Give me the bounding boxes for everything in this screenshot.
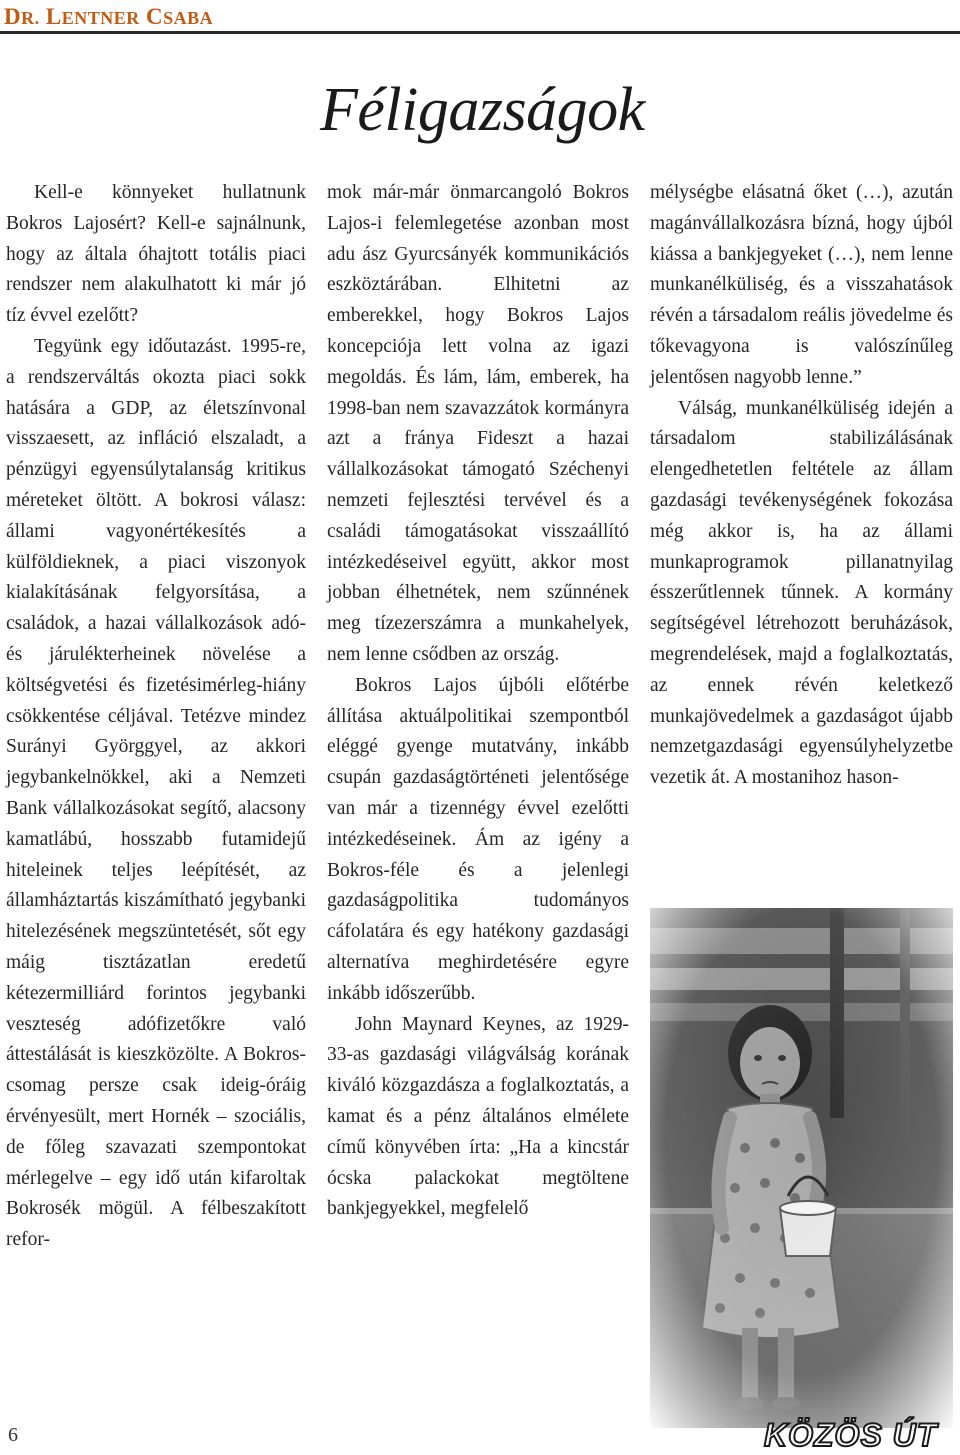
article-column-1 xyxy=(6,178,306,1256)
svg-text:KÖZÖS ÚT: KÖZÖS ÚT xyxy=(764,1417,938,1452)
article-column-3 xyxy=(650,178,953,794)
article-photo xyxy=(650,908,953,1428)
paragraph: Kell-e könnyeket hullatnunk Bokros Lajosért? Kell-e sajnálnunk, hogy az általa óhajtott totális piaci rendszer nem alakulhatott ki már jó tíz évvel ezelőtt? xyxy=(6,182,306,327)
paragraph: mélységbe elásatná őket (…), azután magánvállalkozásra bízná, hogy újból kiássa a bankjegyeket (…), nem lenne munkanélküliség, és a visszahatások révén a társadalom reális jövedelme és tőkevagyona is valószínűleg jelentősen nagyobb lenne.” xyxy=(650,182,953,388)
paragraph: Tegyünk egy időutazást. 1995-re, a rendszerváltás okozta piaci sokk hatására a GDP, az életszínvonal visszaesett, az infláció elszaladt, a pénzügyi egyensúlytalanság kritikus méreteket öltött. A bokrosi válasz: állami vagyonértékesítés a külföldieknek, a piaci viszonyok kialakításának felgyorsítása, a családok, a hazai vállalkozások adó- és járulékterheinek növelése a költségvetési és fizetésimérleg-hiány csökkentése céljával. Tetézve mindez Surányi Györggyel, az akkori jegybankelnökkel, aki a Nemzeti Bank vállalkozásokat segítő, alacsony kamatlábú, hosszabb futamidejű hiteleinek teljes leépítését, az államháztartás kiszámítható jegybanki hitelezésének megszüntetését, sőt egy máig tisztázatlan eredetű kétezermilliárd forintos jegybanki veszteség adófizetőkre való áttestálását is kieszközölte. A Bokros-csomag persze csak ideig-óráig érvényesült, mert Hornék – szociális, de főleg szavazati szempontokat mérlegelve – egy idő után kifaroltak Bokrosék mögül. A félbeszakított refor- xyxy=(6,335,306,1251)
article-title: Féligazságok xyxy=(320,76,645,144)
paragraph: Válság, munkanélküliség idején a társadalom stabilizálásának elengedhetetlen feltétele az állam gazdasági tevékenységének fokozása még akkor is, ha az állami munkaprogramok pillanatnyilag ésszerűtlennek tűnnek. A kormány segítségével létrehozott beruházások, megrendelések, majd a foglalkoztatás, az ennek révén keletkező munkajövedelmek a gazdaságot újabb nemzetgazdasági egyensúlyhelyzetbe vezetik át. A mostanihoz hason- xyxy=(650,397,953,789)
magazine-logo xyxy=(760,1416,956,1452)
author-name xyxy=(4,0,213,35)
header-rule xyxy=(0,31,960,34)
kozos-ut-logo xyxy=(760,1416,956,1452)
author-title: DR. xyxy=(4,4,40,29)
girl-with-bucket-photo xyxy=(650,908,953,1428)
paragraph: John Maynard Keynes, az 1929-33-as gazdasági világválság korának kiváló közgazdásza a foglalkoztatás, a kamat és a pénz általános elmélete című könyvében írta: „Ha a kincstár ócska palackokat megtöltene bankjegyekkel, megfelelő xyxy=(327,1013,629,1220)
paragraph: Bokros Lajos újbóli előtérbe állítása aktuálpolitikai szempontból eléggé gyenge mutatvány, inkább csupán gazdaságtörténeti jelentősége van már a tizennégy évvel ezelőtti intézkedéseinek. Ám az igény a Bokros-féle és a jelenlegi gazdaságpolitika tudományos cáfolatára és egy hatékony gazdasági alternatíva meghirdetésére egyre inkább időszerűbb. xyxy=(327,674,629,1004)
author-fullname: LENTNER CSABA xyxy=(45,4,214,29)
article-column-2 xyxy=(327,178,629,1225)
page-number: 6 xyxy=(8,1424,18,1446)
paragraph: mok már-már önmarcangoló Bokros Lajos-i felemlegetése azonban most adu ász Gyurcsányék kommunikációs eszköztárában. Elhitetni az emberekkel, hogy Bokros Lajos koncepciója lett volna az igazi megoldás. És lám, lám, emberek, ha 1998-ban nem szavazzátok kormányra azt a fránya Fideszt a hazai vállalkozásokat támogató Széchenyi nemzeti fejlesztési tervével és a családi támogatásokat visszaállító intézkedéseivel együtt, akkor most jobban élhetnétek, nem szűnnének meg tízezerszámra a munkahelyek, nem lenne csődben az ország. xyxy=(327,182,629,665)
